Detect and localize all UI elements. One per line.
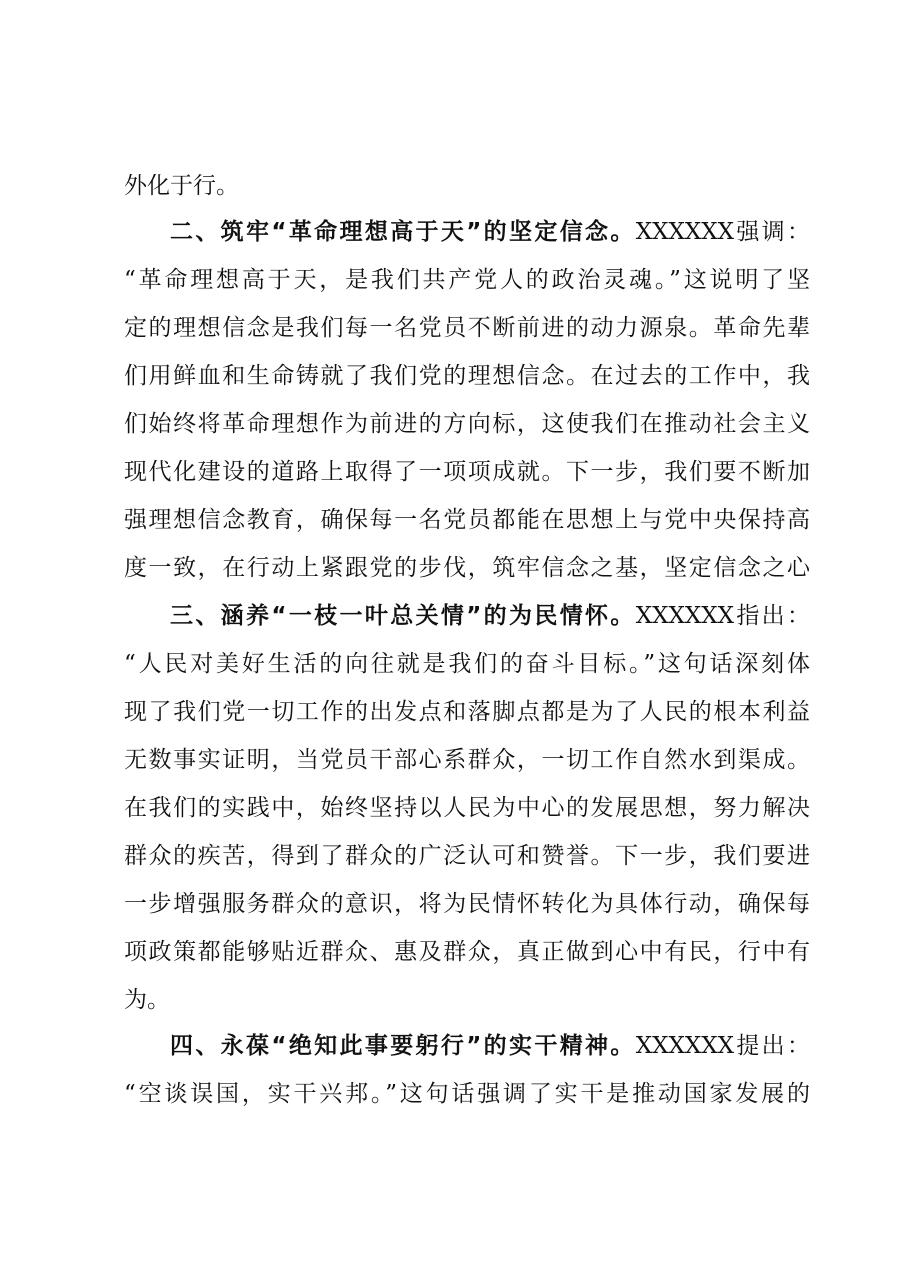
text-line: 定的理想信念是我们每一名党员不断前进的动力源泉。革命先辈 <box>124 315 810 341</box>
text-line: 一步增强服务群众的意识，将为民情怀转化为具体行动，确保每 <box>124 891 810 917</box>
text-line: 现代化建设的道路上取得了一项项成就。下一步，我们要不断加 <box>124 459 810 485</box>
text-line: “革命理想高于天，是我们共产党人的政治灵魂。”这说明了坚 <box>124 267 810 293</box>
text-line: 项政策都能够贴近群众、惠及群众，真正做到心中有民，行中有 <box>124 939 810 965</box>
text-line: 外化于行。 <box>124 173 239 199</box>
text-line: 们用鲜血和生命铸就了我们党的理想信念。在过去的工作中，我 <box>124 363 810 389</box>
text-line: 现了我们党一切工作的出发点和落脚点都是为了人民的根本利益 <box>124 699 810 725</box>
section-heading <box>170 212 810 252</box>
heading-lead: XXXXXX指出： <box>635 603 810 629</box>
text-line: 们始终将革命理想作为前进的方向标，这使我们在推动社会主义 <box>124 411 810 437</box>
section-heading <box>170 596 810 636</box>
heading-title: 四、永葆“绝知此事要躬行”的实干精神。 <box>170 1033 636 1059</box>
section-heading <box>170 1026 810 1066</box>
text-line: 度一致，在行动上紧跟党的步伐，筑牢信念之基，坚定信念之心 <box>124 555 810 581</box>
text-line: “空谈误国，实干兴邦。”这句话强调了实干是推动国家发展的 <box>124 1081 810 1107</box>
heading-lead: XXXXXX强调： <box>635 219 810 245</box>
heading-title: 三、涵养“一枝一叶总关情”的为民情怀。 <box>170 603 636 629</box>
text-line: 群众的疾苦，得到了群众的广泛认可和赞誉。下一步，我们要进 <box>124 843 810 869</box>
text-line: 强理想信念教育，确保每一名党员都能在思想上与党中央保持高 <box>124 507 810 533</box>
text-line: 在我们的实践中，始终坚持以人民为中心的发展思想，努力解决 <box>124 795 810 821</box>
text-line: 为。 <box>124 987 170 1013</box>
text-line: 无数事实证明，当党员干部心系群众，一切工作自然水到渠成。 <box>124 747 810 773</box>
heading-lead: XXXXXX提出： <box>635 1033 810 1059</box>
text-line: “人民对美好生活的向往就是我们的奋斗目标。”这句话深刻体 <box>124 651 810 677</box>
heading-title: 二、筑牢“革命理想高于天”的坚定信念。 <box>170 219 636 245</box>
